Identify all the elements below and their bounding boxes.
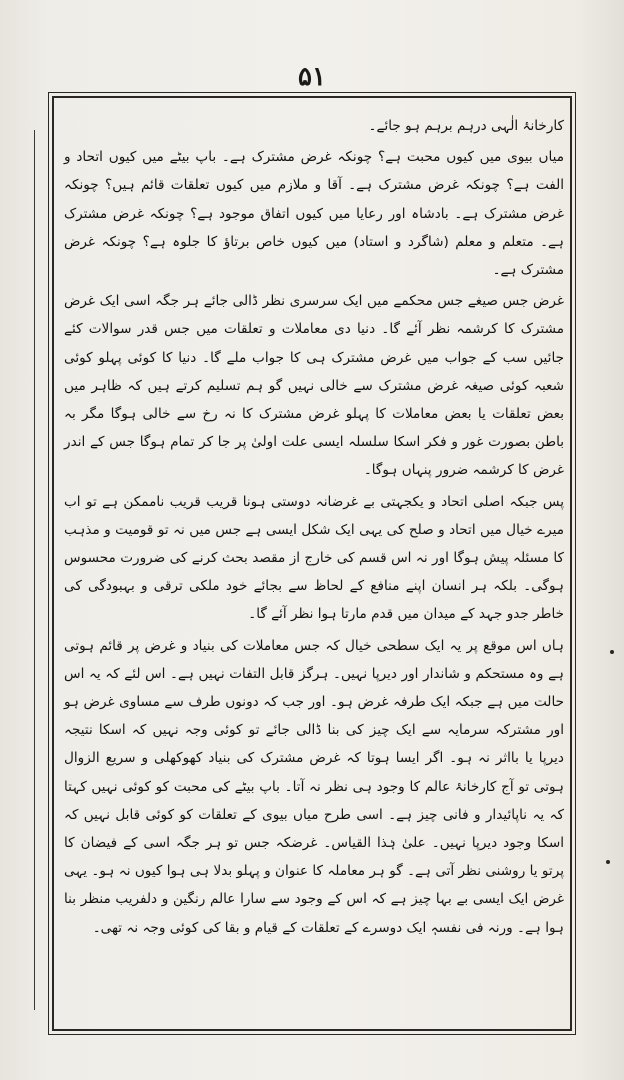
- body-text: [64, 112, 564, 945]
- paragraph: پس جبکہ اصلی اتحاد و یکجہتی بے غرضانہ دوستی ہونا قریب قریب ناممکن ہے تو اب میرے خیال میں اتحاد و صلح کی یہی ایک شکل ایسی ہے جس میں نہ تو قومیت و مذہب کا مسئلہ پیش ہوگا اور نہ اس قسم کی خارج از مقصد بحث کرنے کی ضرورت محسوس ہوگی۔ بلکہ ہر انسان اپنے منافع کے لحاظ سے بجائے خود ملکی ترقی و بہبودگی کی خاطر جدو جہد کے میدان میں قدم مارتا ہوا نظر آئے گا۔: [64, 493, 564, 623]
- margin-dot: [606, 860, 610, 864]
- paragraph: کارخانۂ الٰہی درہم برہم ہو جائے۔: [368, 118, 564, 134]
- binding-edge-line: [34, 130, 35, 1010]
- page-number: ۵۱: [298, 62, 326, 92]
- paragraph: ہاں اس موقع پر یہ ایک سطحی خیال کہ جس معاملات کی بنیاد و غرض پر قائم ہوتی ہے وہ مستحکم و شاندار اور دیرپا نہیں۔ ہرگز قابل التفات نہیں ہے۔ اس لئے کہ یہ اس حالت میں ہے جبکہ ایک طرفہ غرض ہو۔ اور جب کہ دونوں طرف سے مساوی غرض ہو اور مشترکہ سرمایہ سے ایک چیز کی بنا ڈالی جائے تو کوئی وجہ نہیں کہ اسکا نتیجہ دیرپا یا بااثر نہ ہو۔ اگر ایسا ہوتا کہ غرض مشترک کی بنیاد کھوکھلی و سریع الزوال ہوتی تو آج کارخانۂ عالم کا وجود ہی نظر نہ آتا۔ باپ بیٹے کی محبت کو کوئی نہیں کہتا کہ یہ ناپائیدار و فانی چیز ہے۔ اسی طرح میاں بیوی کے تعلقات کو کوئی قابل نہیں کہ اسکا وجود دیرپا نہیں۔ علیٰ ہٰذا القیاس۔ غرضکہ جس تو ہر جگہ اسی کے فیضان کا پرتو یا روشنی نظر آتی ہے۔ گو ہر معاملہ کا عنوان و پہلو بدلا ہی ہوا کیوں نہ ہو۔ یہی غرض ایک ایسی بے بہا چیز ہے کہ اس کے وجود سے سارا عالم رنگین و دلفریب منظر بنا ہوا ہے۔ ورنہ فی نفسہٖ ایک دوسرے کے تعلقات کے قیام و بقا کی کوئی وجہ نہ تھی۔: [64, 637, 564, 936]
- margin-dot: [610, 650, 614, 654]
- paragraph: میاں بیوی میں کیوں محبت ہے؟ چونکہ غرض مشترک ہے۔ باپ بیٹے میں کیوں اتحاد و الفت ہے؟ چونکہ غرض مشترک ہے۔ آقا و ملازم میں کیوں تعلقات قائم ہیں؟ چونکہ غرض مشترک ہے۔ بادشاہ اور رعایا میں کیوں اتفاق موجود ہے؟ چونکہ غرض مشترک ہے۔ متعلم و معلم (شاگرد و استاد) میں کیوں خاص برتاؤ کا جلوہ ہے؟ چونکہ غرض مشترک ہے۔: [64, 149, 564, 279]
- paragraph: غرض جس صیغے جس محکمے میں ایک سرسری نظر ڈالی جائے ہر جگہ اسی ایک غرض مشترک کا کرشمہ نظر آئے گا۔ دنیا دی معاملات و تعلقات میں جس قدر سوالات کئے جائیں سب کے جواب میں غرض مشترک ہی کا جواب ملے گا۔ دنیا کا کوئی پہلو کوئی شعبہ کوئی صیغہ غرض مشترک سے خالی نہیں گو ہم تسلیم کرتے ہیں کہ ظاہر میں بعض تعلقات یا بعض معاملات کا پہلو غرض مشترک کا نہ رخ سے خالی ہوگا مگر بہ باطن بصورت غور و فکر اسکا سلسلہ ایسی علت اولیٰ پر جا کر تمام ہوگا جس کے اندر غرض کا کرشمہ ضرور پنہاں ہوگا۔: [64, 293, 564, 479]
